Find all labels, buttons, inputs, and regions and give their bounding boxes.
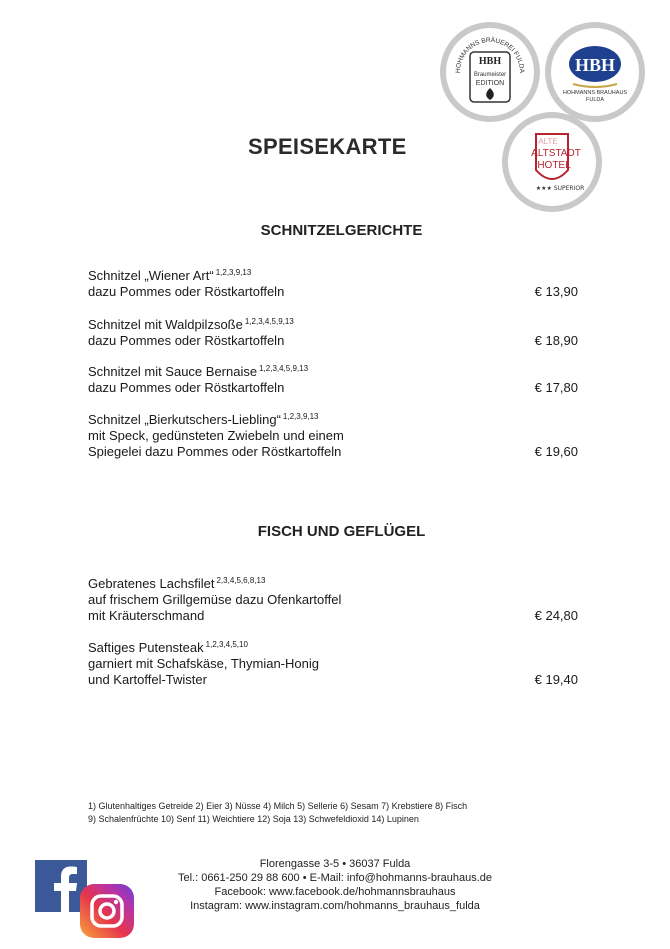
dish-allergens: 1,2,3,9,13 xyxy=(282,412,319,421)
alte-altstadt-hotel-logo xyxy=(502,112,602,212)
dish-name: Schnitzel „Wiener Art“ xyxy=(88,268,214,283)
svg-text:FULDA: FULDA xyxy=(585,97,605,103)
dish-item xyxy=(88,576,578,624)
svg-text:Braumeister: Braumeister xyxy=(473,72,507,78)
dish-name: Schnitzel mit Sauce Bernaise xyxy=(88,364,258,379)
dish-item xyxy=(88,268,578,300)
dish-name: Gebratenes Lachsfilet xyxy=(88,576,215,591)
hbh-brauhaus-logo xyxy=(545,22,645,122)
dish-name: Schnitzel „Bierkutschers-Liebling“ xyxy=(88,412,281,427)
dish-description: dazu Pommes oder Röstkartoffeln xyxy=(88,380,285,395)
dish-item xyxy=(88,317,578,349)
dish-item xyxy=(88,364,578,396)
instagram-icon[interactable] xyxy=(80,884,134,938)
section-heading-fisch: FISCH UND GEFLÜGEL xyxy=(257,523,426,540)
dish-price: € 18,90 xyxy=(534,333,578,348)
dish-description: auf frischem Grillgemüse dazu Ofenkartoffel xyxy=(88,592,342,607)
section-heading-schnitzel: SCHNITZELGERICHTE xyxy=(260,222,423,239)
dish-description: dazu Pommes oder Röstkartoffeln xyxy=(88,284,285,299)
allergen-legend-line: 1) Glutenhaltiges Getreide 2) Eier 3) Nüsse 4) Milch 5) Sellerie 6) Sesam 7) Krebstiere 8) Fisch xyxy=(88,801,468,811)
dish-price: € 19,60 xyxy=(534,444,578,459)
dish-price: € 24,80 xyxy=(534,608,578,623)
contact-facebook[interactable]: Facebook: www.facebook.de/hohmannsbrauhaus xyxy=(214,886,456,898)
dish-allergens: 1,2,3,4,5,9,13 xyxy=(244,317,294,326)
contact-address: Florengasse 3-5 • 36037 Fulda xyxy=(259,858,411,870)
svg-text:HOHMANNS BRÄUEREI FULDA: HOHMANNS BRÄUEREI FULDA xyxy=(454,36,526,74)
dish-item xyxy=(88,412,578,460)
allergen-legend-line: 9) Schalenfrüchte 10) Senf 11) Weichtiere 12) Soja 13) Schwefeldioxid 14) Lupinen xyxy=(88,814,419,824)
dish-allergens: 1,2,3,4,5,9,13 xyxy=(259,364,309,373)
dish-allergens: 2,3,4,5,6,8,13 xyxy=(216,576,266,585)
svg-text:ALTE: ALTE xyxy=(538,137,558,146)
svg-text:HOTEL: HOTEL xyxy=(537,160,571,171)
dish-price: € 19,40 xyxy=(534,672,578,687)
allergen-legend xyxy=(88,800,467,826)
dish-description: mit Speck, gedünsteten Zwiebeln und einem xyxy=(88,428,344,443)
dish-description: Spiegelei dazu Pommes oder Röstkartoffeln xyxy=(88,444,342,459)
svg-text:EDITION: EDITION xyxy=(475,80,505,87)
contact-block xyxy=(150,857,520,913)
svg-text:★★★ SUPERIOR: ★★★ SUPERIOR xyxy=(535,185,585,192)
menu-title: SPEISEKARTE xyxy=(248,134,407,159)
dish-description: dazu Pommes oder Röstkartoffeln xyxy=(88,333,285,348)
contact-instagram[interactable]: Instagram: www.instagram.com/hohmanns_brauhaus_fulda xyxy=(190,900,480,912)
contact-phone-email[interactable]: Tel.: 0661-250 29 88 600 • E-Mail: info@hohmanns-brauhaus.de xyxy=(177,872,493,884)
svg-text:HBH: HBH xyxy=(574,55,616,75)
hbh-braeurei-logo xyxy=(440,22,540,122)
svg-text:HBH: HBH xyxy=(478,56,502,67)
svg-text:ALTSTADT: ALTSTADT xyxy=(531,148,581,159)
dish-allergens: 1,2,3,4,5,10 xyxy=(205,640,248,649)
dish-item xyxy=(88,640,578,688)
dish-name: Saftiges Putensteak xyxy=(88,640,204,655)
dish-price: € 17,80 xyxy=(534,380,578,395)
dish-description: mit Kräuterschmand xyxy=(88,608,205,623)
dish-description: garniert mit Schafskäse, Thymian-Honig xyxy=(88,656,319,671)
dish-description: und Kartoffel-Twister xyxy=(88,672,207,687)
svg-text:HOHMANNS BRAUHAUS: HOHMANNS BRAUHAUS xyxy=(562,90,628,96)
dish-price: € 13,90 xyxy=(534,284,578,299)
dish-allergens: 1,2,3,9,13 xyxy=(215,268,252,277)
dish-name: Schnitzel mit Waldpilzsoße xyxy=(88,317,243,332)
